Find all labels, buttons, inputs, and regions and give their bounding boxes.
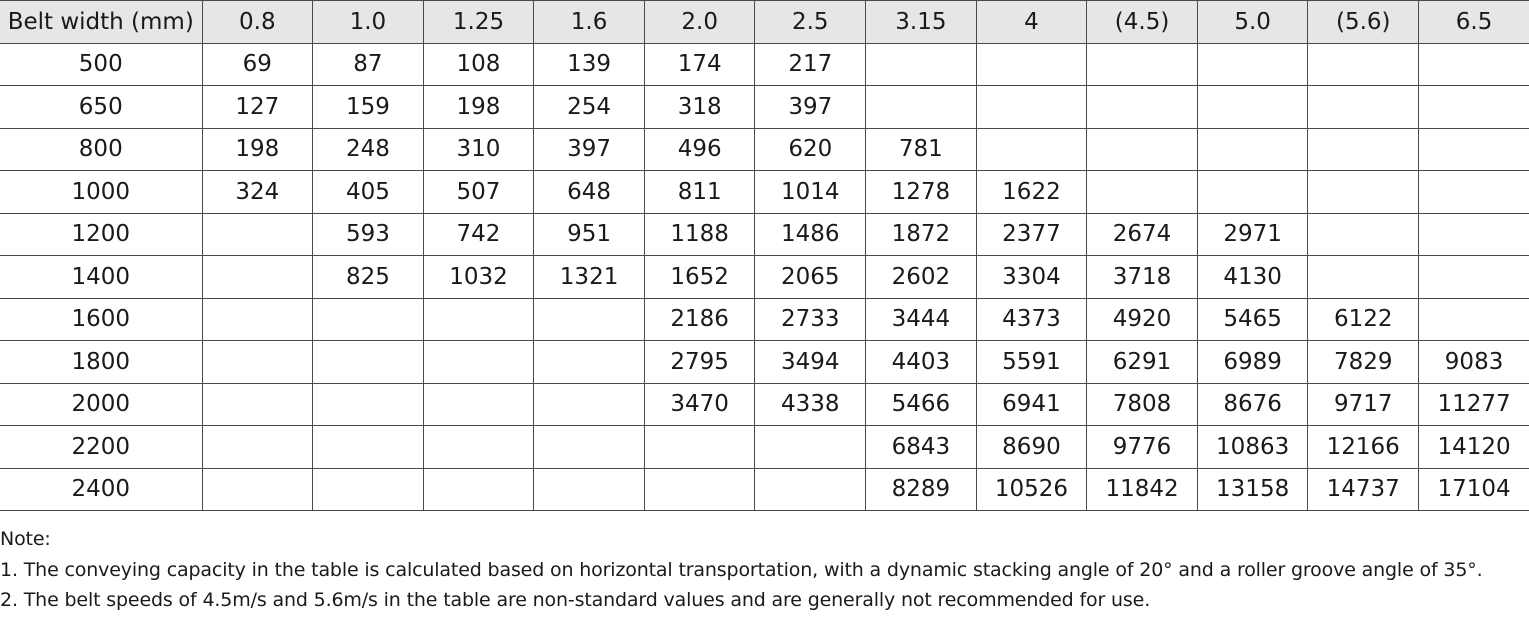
table-cell bbox=[534, 383, 645, 426]
table-cell bbox=[1197, 43, 1308, 86]
table-cell: 4403 bbox=[866, 341, 977, 384]
table-cell bbox=[1197, 86, 1308, 129]
table-cell bbox=[1197, 171, 1308, 214]
table-cell bbox=[1308, 43, 1419, 86]
table-body bbox=[0, 43, 1529, 511]
table-cell: 9717 bbox=[1308, 383, 1419, 426]
table-cell: 2377 bbox=[976, 213, 1087, 256]
table-cell bbox=[202, 426, 313, 469]
table-cell: 6989 bbox=[1197, 341, 1308, 384]
table-cell: 951 bbox=[534, 213, 645, 256]
table-cell: 648 bbox=[534, 171, 645, 214]
table-cell: 248 bbox=[313, 128, 424, 171]
table-cell: 11277 bbox=[1419, 383, 1529, 426]
table-cell: 593 bbox=[313, 213, 424, 256]
table-cell bbox=[423, 341, 534, 384]
table-cell bbox=[202, 298, 313, 341]
table-cell bbox=[1087, 43, 1198, 86]
table-cell: 7808 bbox=[1087, 383, 1198, 426]
table-cell bbox=[1197, 128, 1308, 171]
note-item-1: 1. The conveying capacity in the table is calculated based on horizontal transportation, with a dynamic stacking angle of 20° and a roller groove angle of 35°. bbox=[0, 558, 1483, 581]
table-cell: 10863 bbox=[1197, 426, 1308, 469]
table-cell: 318 bbox=[644, 86, 755, 129]
header-cell-speed: 1.0 bbox=[313, 1, 424, 44]
table-cell: 811 bbox=[644, 171, 755, 214]
table-cell: 3304 bbox=[976, 256, 1087, 299]
table-cell bbox=[755, 468, 866, 511]
header-cell-speed: (4.5) bbox=[1087, 1, 1198, 44]
table-cell: 4338 bbox=[755, 383, 866, 426]
table-row bbox=[0, 43, 1529, 86]
table-row bbox=[0, 383, 1529, 426]
header-cell-speed: 4 bbox=[976, 1, 1087, 44]
header-cell-speed: 1.25 bbox=[423, 1, 534, 44]
table-cell: 781 bbox=[866, 128, 977, 171]
table-cell: 159 bbox=[313, 86, 424, 129]
table-cell: 3470 bbox=[644, 383, 755, 426]
notes-heading: Note: bbox=[0, 528, 51, 550]
table-cell: 9776 bbox=[1087, 426, 1198, 469]
table-cell: 11842 bbox=[1087, 468, 1198, 511]
row-header-cell: 1600 bbox=[0, 298, 202, 341]
table-cell bbox=[313, 383, 424, 426]
table-cell: 1622 bbox=[976, 171, 1087, 214]
table-cell bbox=[1087, 128, 1198, 171]
row-header-cell: 2200 bbox=[0, 426, 202, 469]
notes-section bbox=[0, 524, 1529, 616]
table-cell bbox=[866, 86, 977, 129]
table-cell: 13158 bbox=[1197, 468, 1308, 511]
table-cell bbox=[1087, 86, 1198, 129]
table-cell: 2065 bbox=[755, 256, 866, 299]
row-header-cell: 500 bbox=[0, 43, 202, 86]
table-row bbox=[0, 298, 1529, 341]
table-cell bbox=[423, 383, 534, 426]
table-cell bbox=[313, 298, 424, 341]
table-cell: 174 bbox=[644, 43, 755, 86]
header-cell-speed: 6.5 bbox=[1419, 1, 1529, 44]
table-cell: 6291 bbox=[1087, 341, 1198, 384]
table-cell bbox=[644, 426, 755, 469]
table-cell: 69 bbox=[202, 43, 313, 86]
table-cell bbox=[1419, 256, 1529, 299]
table-cell: 1486 bbox=[755, 213, 866, 256]
row-header-cell: 1800 bbox=[0, 341, 202, 384]
row-header-cell: 2400 bbox=[0, 468, 202, 511]
table-cell: 1321 bbox=[534, 256, 645, 299]
table-cell: 1278 bbox=[866, 171, 977, 214]
table-cell: 1014 bbox=[755, 171, 866, 214]
table-row bbox=[0, 341, 1529, 384]
table-cell: 310 bbox=[423, 128, 534, 171]
table-cell bbox=[1419, 43, 1529, 86]
table-cell: 2186 bbox=[644, 298, 755, 341]
table-cell bbox=[976, 86, 1087, 129]
row-header-cell: 1400 bbox=[0, 256, 202, 299]
table-cell: 507 bbox=[423, 171, 534, 214]
table-cell bbox=[202, 341, 313, 384]
table-cell bbox=[534, 426, 645, 469]
table-cell: 397 bbox=[534, 128, 645, 171]
table-cell bbox=[202, 468, 313, 511]
header-cell-speed: 0.8 bbox=[202, 1, 313, 44]
table-cell: 496 bbox=[644, 128, 755, 171]
table-cell: 2971 bbox=[1197, 213, 1308, 256]
table-cell: 6941 bbox=[976, 383, 1087, 426]
table-cell bbox=[313, 468, 424, 511]
table-cell bbox=[423, 468, 534, 511]
table-cell bbox=[313, 341, 424, 384]
table-cell: 139 bbox=[534, 43, 645, 86]
table-cell: 17104 bbox=[1419, 468, 1529, 511]
table-cell bbox=[1308, 256, 1419, 299]
table-cell: 6122 bbox=[1308, 298, 1419, 341]
table-cell: 8676 bbox=[1197, 383, 1308, 426]
table-cell: 87 bbox=[313, 43, 424, 86]
table-cell: 5591 bbox=[976, 341, 1087, 384]
table-cell: 10526 bbox=[976, 468, 1087, 511]
table-cell: 2674 bbox=[1087, 213, 1198, 256]
table-row bbox=[0, 213, 1529, 256]
table-row bbox=[0, 128, 1529, 171]
row-header-cell: 800 bbox=[0, 128, 202, 171]
header-cell-speed: (5.6) bbox=[1308, 1, 1419, 44]
table-cell: 405 bbox=[313, 171, 424, 214]
table-cell: 8289 bbox=[866, 468, 977, 511]
table-cell: 1188 bbox=[644, 213, 755, 256]
table-cell bbox=[755, 426, 866, 469]
table-cell: 198 bbox=[202, 128, 313, 171]
header-cell-speed: 2.5 bbox=[755, 1, 866, 44]
table-cell: 3494 bbox=[755, 341, 866, 384]
table-cell: 2733 bbox=[755, 298, 866, 341]
row-header-cell: 1000 bbox=[0, 171, 202, 214]
row-header-cell: 2000 bbox=[0, 383, 202, 426]
table-cell: 217 bbox=[755, 43, 866, 86]
table-cell: 5465 bbox=[1197, 298, 1308, 341]
table-cell: 198 bbox=[423, 86, 534, 129]
table-row bbox=[0, 256, 1529, 299]
table-cell bbox=[644, 468, 755, 511]
table-cell bbox=[1419, 86, 1529, 129]
table-cell: 4373 bbox=[976, 298, 1087, 341]
table-cell: 1032 bbox=[423, 256, 534, 299]
table-row bbox=[0, 426, 1529, 469]
table-cell: 108 bbox=[423, 43, 534, 86]
row-header-cell: 650 bbox=[0, 86, 202, 129]
table-row bbox=[0, 171, 1529, 214]
table-cell: 1652 bbox=[644, 256, 755, 299]
table-cell: 2602 bbox=[866, 256, 977, 299]
header-cell-speed: 5.0 bbox=[1197, 1, 1308, 44]
table-cell: 9083 bbox=[1419, 341, 1529, 384]
note-item-2: 2. The belt speeds of 4.5m/s and 5.6m/s in the table are non-standard values and are generally not recommended for use. bbox=[0, 589, 1151, 611]
table-cell: 397 bbox=[755, 86, 866, 129]
table-cell: 825 bbox=[313, 256, 424, 299]
table-cell: 4920 bbox=[1087, 298, 1198, 341]
table-cell bbox=[1308, 128, 1419, 171]
table-cell bbox=[534, 468, 645, 511]
table-cell bbox=[202, 383, 313, 426]
table-cell bbox=[423, 298, 534, 341]
table-header bbox=[0, 1, 1529, 44]
table-cell: 1872 bbox=[866, 213, 977, 256]
table-cell bbox=[976, 128, 1087, 171]
table-cell bbox=[534, 298, 645, 341]
table-cell: 3718 bbox=[1087, 256, 1198, 299]
table-cell bbox=[202, 213, 313, 256]
header-row bbox=[0, 1, 1529, 44]
table-cell bbox=[1308, 213, 1419, 256]
table-cell: 12166 bbox=[1308, 426, 1419, 469]
table-cell: 4130 bbox=[1197, 256, 1308, 299]
table-cell bbox=[1419, 213, 1529, 256]
table-cell bbox=[202, 256, 313, 299]
table-cell bbox=[1419, 298, 1529, 341]
table-cell: 742 bbox=[423, 213, 534, 256]
table-cell bbox=[1419, 171, 1529, 214]
table-cell bbox=[866, 43, 977, 86]
table-cell: 127 bbox=[202, 86, 313, 129]
table-cell bbox=[423, 426, 534, 469]
table-cell: 3444 bbox=[866, 298, 977, 341]
header-cell-belt-width: Belt width (mm) bbox=[0, 1, 202, 44]
header-cell-speed: 1.6 bbox=[534, 1, 645, 44]
table-cell: 14737 bbox=[1308, 468, 1419, 511]
table-row bbox=[0, 468, 1529, 511]
table-cell bbox=[976, 43, 1087, 86]
table-cell: 254 bbox=[534, 86, 645, 129]
table-cell bbox=[534, 341, 645, 384]
table-cell bbox=[1419, 128, 1529, 171]
row-header-cell: 1200 bbox=[0, 213, 202, 256]
table-row bbox=[0, 86, 1529, 129]
header-cell-speed: 2.0 bbox=[644, 1, 755, 44]
table-cell bbox=[1308, 86, 1419, 129]
table-cell: 6843 bbox=[866, 426, 977, 469]
table-cell: 2795 bbox=[644, 341, 755, 384]
table-cell: 14120 bbox=[1419, 426, 1529, 469]
table-cell bbox=[313, 426, 424, 469]
table-cell bbox=[1087, 171, 1198, 214]
table-cell: 8690 bbox=[976, 426, 1087, 469]
table-cell bbox=[1308, 171, 1419, 214]
table-cell: 620 bbox=[755, 128, 866, 171]
header-cell-speed: 3.15 bbox=[866, 1, 977, 44]
table-cell: 324 bbox=[202, 171, 313, 214]
table-cell: 5466 bbox=[866, 383, 977, 426]
table-cell: 7829 bbox=[1308, 341, 1419, 384]
